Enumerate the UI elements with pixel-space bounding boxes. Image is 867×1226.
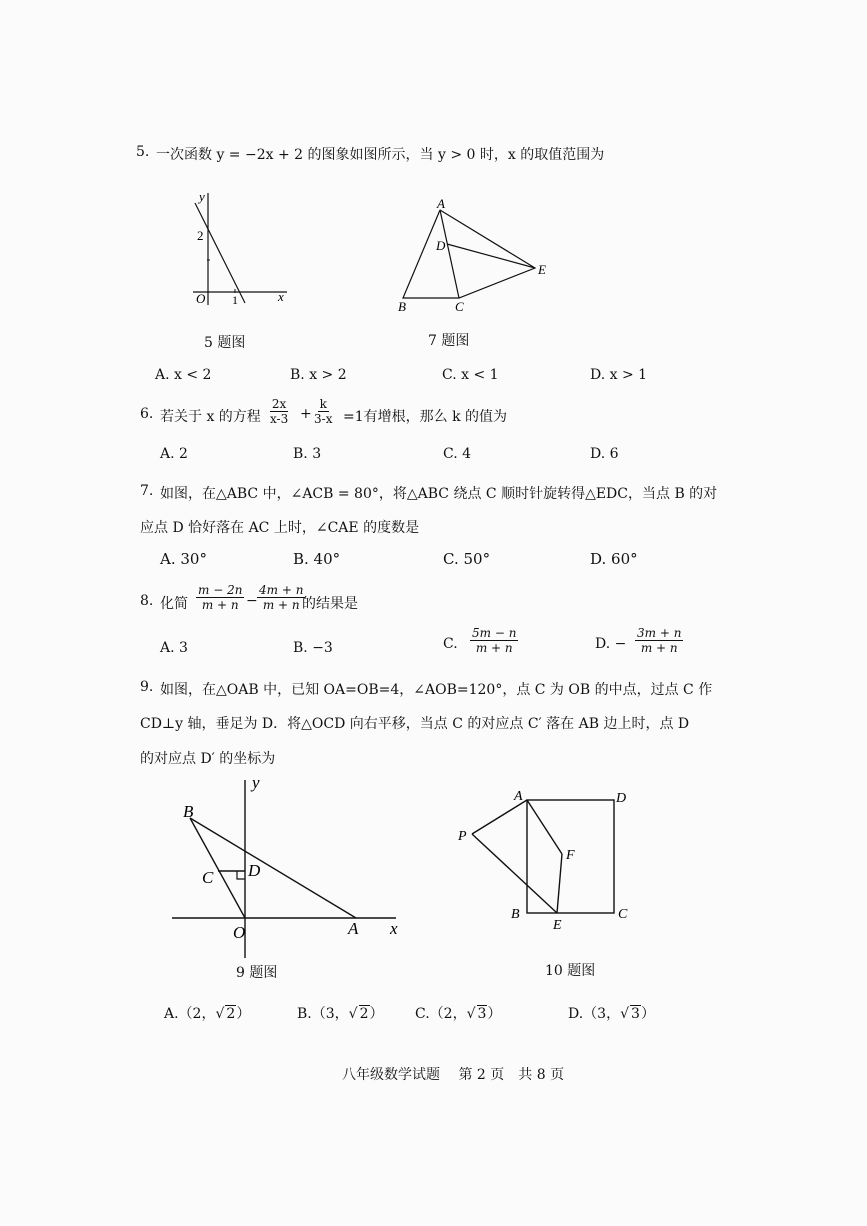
q5-option-d: D. x > 1 [590, 367, 648, 383]
fig10-label-p: P [458, 829, 467, 844]
q9-option-d-rad: 3 [631, 1006, 640, 1022]
q9-option-b-pre: B.（3， [297, 1006, 349, 1022]
q8-option-c-frac [470, 626, 518, 655]
q9-option-a-pre: A.（2， [164, 1006, 216, 1022]
q6-frac1-den: x-3 [270, 412, 289, 426]
fig7-caption: 7 题图 [428, 333, 470, 349]
q9-number: 9. [140, 679, 154, 695]
fig10-label-d: D [616, 791, 627, 806]
q8-frac2 [257, 583, 305, 612]
q6-frac2-num: k [319, 397, 327, 411]
q7-option-c: C. 50° [443, 550, 491, 568]
q6-frac1-num: 2x [271, 397, 287, 411]
q9-option-c-pre: C.（2， [415, 1006, 467, 1022]
fig7-label-d: D [436, 238, 446, 253]
fig9-label-d: D [248, 861, 261, 880]
q6-frac2-den: 3-x [314, 412, 333, 426]
fig5-label-o: O [196, 291, 206, 306]
fig7-label-b: B [398, 299, 406, 314]
q8-option-c-den: m + n [475, 641, 513, 655]
q9-option-d-post: ） [640, 1006, 655, 1022]
q7-option-a: A. 30° [160, 550, 207, 568]
q6-frac2 [312, 397, 334, 426]
q9-option-a-post: ） [236, 1006, 251, 1022]
q8-frac2-num: 4m + n [259, 583, 304, 597]
q9-line2: CD⊥y 轴，垂足为 D．将△OCD 向右平移，当点 C 的对应点 C′ 落在 AB 边上时，点 D [140, 716, 690, 732]
q8-minus: − [246, 593, 258, 609]
q6-option-b: B. 3 [293, 446, 322, 462]
q8-frac1-den: m + n [201, 598, 239, 612]
fig9-label-x: x [390, 919, 398, 938]
fig7-triangle [393, 198, 558, 318]
q8-number: 8. [140, 593, 154, 609]
fig10-square [452, 782, 642, 937]
fig9-caption: 9 题图 [236, 965, 278, 981]
fig9-label-a: A [348, 919, 359, 938]
fig9-triangle [168, 770, 408, 960]
fig10-label-c: C [618, 907, 628, 922]
q8-frac2-den: m + n [262, 598, 300, 612]
fig5-graph [185, 185, 295, 315]
fig5-label-2: 2 [197, 228, 204, 243]
q8-option-d-num: 3m + n [637, 626, 682, 640]
q7-option-b: B. 40° [293, 550, 341, 568]
fig10-label-f: F [566, 848, 575, 863]
q6-frac1 [268, 397, 290, 426]
fig9-label-y: y [252, 773, 260, 792]
q6-option-c: C. 4 [443, 446, 472, 462]
fig9-label-o: O [233, 923, 246, 942]
q7-option-d: D. 60° [590, 550, 638, 568]
q6-option-d: D. 6 [590, 446, 619, 462]
fig5-label-x: x [278, 289, 284, 304]
q5-number: 5. [136, 144, 150, 160]
page-footer: 八年级数学试题 第 2 页 共 8 页 [342, 1067, 565, 1083]
q6-option-a: A. 2 [160, 446, 188, 462]
q5-option-c: C. x < 1 [442, 367, 499, 383]
fig9-label-b: B [183, 802, 194, 821]
q9-line3: 的对应点 D′ 的坐标为 [140, 751, 276, 767]
fig5-label-1: 1 [232, 293, 238, 307]
q8-option-a: A. 3 [160, 640, 188, 656]
fig7-label-a: A [437, 198, 445, 211]
q8-option-c-label: C. [443, 636, 458, 652]
q6-number: 6. [140, 406, 154, 422]
fig5-caption: 5 题图 [204, 335, 246, 351]
q9-option-b-rad: 2 [359, 1006, 369, 1022]
q8-option-b: B. −3 [293, 640, 333, 656]
q6-text-post: =1有增根，那么 k 的值为 [343, 409, 508, 425]
q7-number: 7. [140, 483, 154, 499]
q8-option-d-label: D. − [595, 636, 627, 652]
fig10-label-a: A [514, 789, 523, 804]
q9-option-b: B.（3，√ 2） [297, 1006, 384, 1022]
q8-text-pre: 化简 [160, 596, 188, 612]
q6-plus: + [300, 406, 312, 422]
q9-line1: 如图，在△OAB 中，已知 OA=OB=4，∠AOB=120°，点 C 为 OB 的中点，过点 C 作 [160, 682, 713, 698]
q9-option-a: A.（2，√ 2） [164, 1006, 251, 1022]
q8-option-d-frac [635, 626, 683, 655]
q7-line2: 应点 D 恰好落在 AC 上时，∠CAE 的度数是 [140, 520, 420, 536]
fig7-label-e: E [538, 262, 546, 277]
fig9-label-c: C [202, 868, 214, 887]
q5-option-b: B. x > 2 [290, 367, 347, 383]
q9-option-d-pre: D.（3， [568, 1006, 621, 1022]
fig5-label-y: y [199, 189, 205, 204]
q8-option-c-num: 5m − n [472, 626, 517, 640]
q9-option-c-post: ） [487, 1006, 502, 1022]
q9-option-a-rad: 2 [226, 1006, 236, 1022]
q9-option-d: D.（3，√ 3） [568, 1006, 655, 1022]
q5-option-a: A. x < 2 [155, 367, 212, 383]
q5-text: 一次函数 y = −2x + 2 的图象如图所示，当 y > 0 时，x 的取值范围为 [156, 147, 605, 163]
fig10-caption: 10 题图 [545, 963, 596, 979]
q9-option-c: C.（2，√ 3） [415, 1006, 502, 1022]
fig10-label-e: E [553, 918, 562, 933]
fig10-label-b: B [511, 907, 520, 922]
q9-option-b-post: ） [369, 1006, 384, 1022]
q8-frac1-num: m − 2n [198, 583, 243, 597]
q6-text-pre: 若关于 x 的方程 [160, 409, 261, 425]
fig7-label-c: C [455, 299, 464, 314]
q8-option-d-den: m + n [640, 641, 678, 655]
q9-option-c-rad: 3 [477, 1006, 487, 1022]
q8-frac1 [196, 583, 244, 612]
q7-line1: 如图，在△ABC 中，∠ACB = 80°，将△ABC 绕点 C 顺时针旋转得△EDC，当点 B 的对 [160, 486, 718, 502]
q8-text-post: 的结果是 [302, 596, 358, 612]
